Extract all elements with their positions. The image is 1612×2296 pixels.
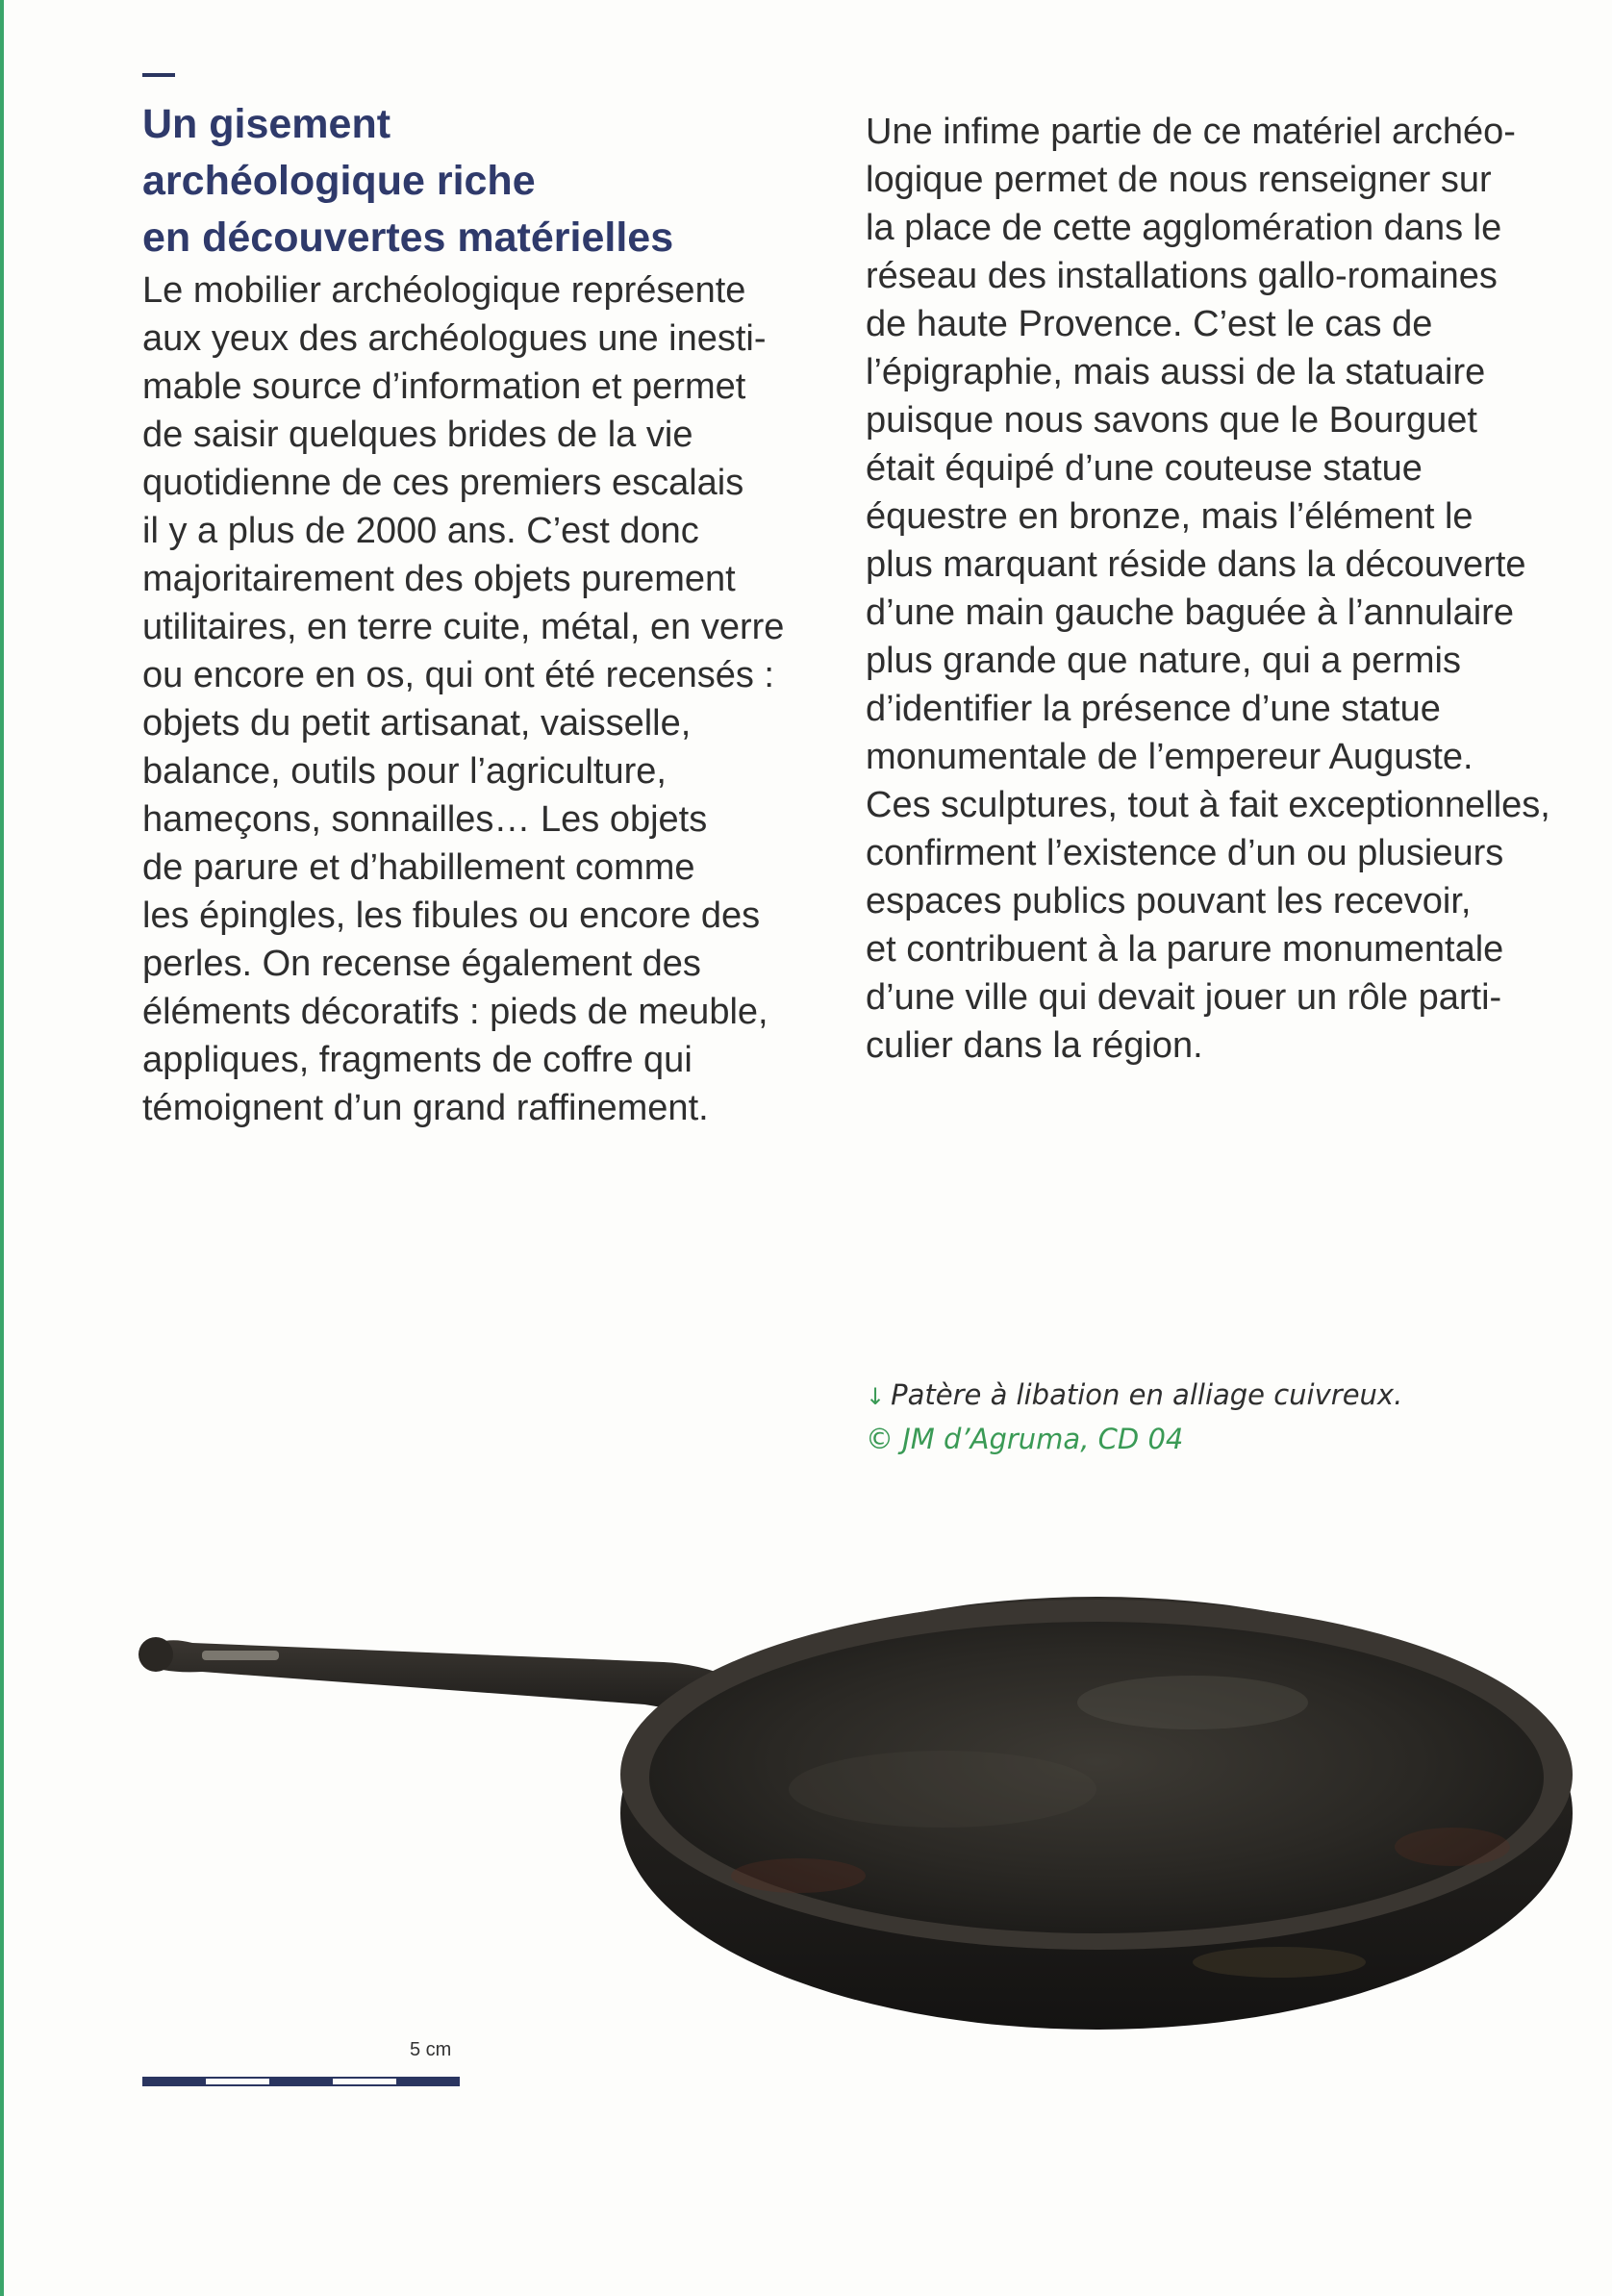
caption-text: Patère à libation en alliage cuivreux. xyxy=(891,1378,1403,1411)
scale-segment xyxy=(206,2079,269,2084)
scale-segment xyxy=(333,2079,396,2084)
scale-segment xyxy=(396,2079,460,2084)
heading-line: en découvertes matérielles xyxy=(142,214,674,261)
heading-line: Un gisement xyxy=(142,101,391,147)
text-line: mable source d’information et permet xyxy=(142,366,746,407)
photo-credit: © JM d’Agruma, CD 04 xyxy=(866,1423,1184,1455)
heading-line: archéologique riche xyxy=(142,158,536,204)
left-column xyxy=(142,96,835,1132)
handle-slot xyxy=(202,1651,279,1660)
text-line: équestre en bronze, mais l’élément le xyxy=(866,496,1473,537)
page-edge-stripe xyxy=(0,0,4,2296)
patera-photo xyxy=(125,1558,1587,2058)
text-line: puisque nous savons que le Bourguet xyxy=(866,400,1477,441)
text-line: plus grande que nature, qui a permis xyxy=(866,641,1461,681)
right-column xyxy=(866,108,1558,1070)
text-line: quotidienne de ces premiers escalais xyxy=(142,463,744,503)
text-line: hameçons, sonnailles… Les objets xyxy=(142,799,708,840)
text-line: et contribuent à la parure monumentale xyxy=(866,929,1504,970)
text-line: d’une ville qui devait jouer un rôle parti- xyxy=(866,977,1502,1018)
scale-bar xyxy=(142,2039,460,2097)
text-line: utilitaires, en terre cuite, métal, en verre xyxy=(142,607,785,647)
text-line: de parure et d’habillement comme xyxy=(142,847,695,888)
text-line: éléments décoratifs : pieds de meuble, xyxy=(142,992,768,1032)
left-body-text xyxy=(142,266,835,1132)
text-line: de haute Provence. C’est le cas de xyxy=(866,304,1433,344)
scale-segment xyxy=(269,2079,333,2084)
text-line: témoignent d’un grand raffinement. xyxy=(142,1088,709,1128)
text-line: de saisir quelques brides de la vie xyxy=(142,415,693,455)
scale-bar-graphic xyxy=(142,2077,460,2086)
text-line: balance, outils pour l’agriculture, xyxy=(142,751,667,792)
text-line: objets du petit artisanat, vaisselle, xyxy=(142,703,692,744)
text-line: ou encore en os, qui ont été recensés : xyxy=(142,655,774,695)
text-line: d’identifier la présence d’une statue xyxy=(866,689,1441,729)
text-line: réseau des installations gallo-romaines xyxy=(866,256,1498,296)
scale-segment xyxy=(142,2079,206,2084)
text-line: la place de cette agglomération dans le xyxy=(866,208,1502,248)
text-line: logique permet de nous renseigner sur xyxy=(866,160,1492,200)
text-line: appliques, fragments de coffre qui xyxy=(142,1040,693,1080)
text-line: perles. On recense également des xyxy=(142,944,701,984)
section-dash xyxy=(142,73,175,77)
text-line: plus marquant réside dans la découverte xyxy=(866,544,1526,585)
text-line: Ces sculptures, tout à fait exceptionnelles, xyxy=(866,785,1550,825)
section-heading xyxy=(142,96,835,266)
text-line: espaces publics pouvant les recevoir, xyxy=(866,881,1472,921)
handle-knob xyxy=(139,1637,173,1672)
arrow-down-icon: ↓ xyxy=(866,1383,886,1410)
text-line: aux yeux des archéologues une inesti- xyxy=(142,318,767,359)
text-line: confirment l’existence d’un ou plusieurs xyxy=(866,833,1504,873)
photo-caption xyxy=(866,1374,1402,1460)
text-line: Le mobilier archéologique représente xyxy=(142,270,746,311)
text-line: monumentale de l’empereur Auguste. xyxy=(866,737,1473,777)
text-line: les épingles, les fibules ou encore des xyxy=(142,896,761,936)
text-line: il y a plus de 2000 ans. C’est donc xyxy=(142,511,699,551)
text-line: majoritairement des objets purement xyxy=(142,559,736,599)
scale-label: 5 cm xyxy=(410,2039,452,2060)
text-line: l’épigraphie, mais aussi de la statuaire xyxy=(866,352,1486,392)
text-line: était équipé d’une couteuse statue xyxy=(866,448,1423,489)
text-line: Une infime partie de ce matériel archéo- xyxy=(866,112,1516,152)
text-line: culier dans la région. xyxy=(866,1025,1203,1066)
text-line: d’une main gauche baguée à l’annulaire xyxy=(866,593,1514,633)
